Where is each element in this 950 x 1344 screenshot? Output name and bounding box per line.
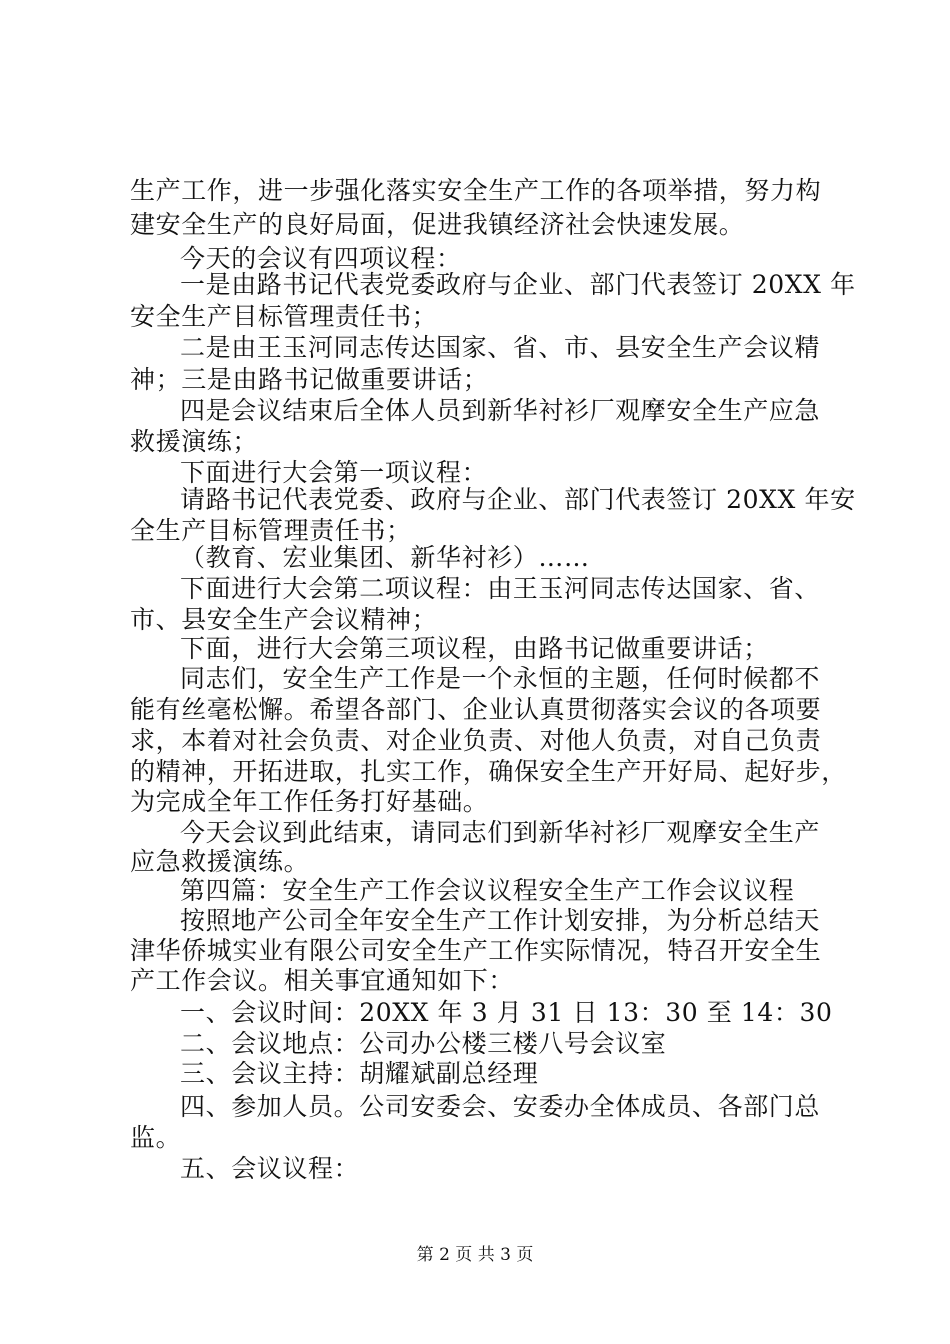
text-line: 下面进行大会第二项议程：由王玉河同志传达国家、省、 [180, 574, 821, 603]
text-line: 能有丝毫松懈。希望各部门、企业认真贯彻落实会议的各项要 [130, 695, 822, 724]
text-line: 今天的会议有四项议程： [180, 244, 462, 273]
text-line: 产工作会议。相关事宜通知如下： [130, 966, 515, 995]
text-line: 的精神，开拓进取，扎实工作，确保安全生产开好局、起好步， [130, 757, 847, 786]
text-line: 生产工作，进一步强化落实安全生产工作的各项举措，努力构 [130, 176, 822, 205]
text-line: 二、会议地点：公司办公楼三楼八号会议室 [180, 1029, 667, 1058]
text-line: 按照地产公司全年安全生产工作计划安排，为分析总结天 [180, 906, 821, 935]
text-line: 一是由路书记代表党委政府与企业、部门代表签订 20XX 年 [180, 270, 856, 299]
text-line: 同志们，安全生产工作是一个永恒的主题，任何时候都不 [180, 664, 821, 693]
text-line: 市、县安全生产会议精神； [130, 605, 438, 634]
text-line: 四、参加人员。公司安委会、安委办全体成员、各部门总 [180, 1092, 821, 1121]
text-line: 神；三是由路书记做重要讲话； [130, 365, 489, 394]
text-line: 安全生产目标管理责任书； [130, 302, 438, 331]
text-line: 今天会议到此结束，请同志们到新华衬衫厂观摩安全生产 [180, 818, 821, 847]
text-line: 救援演练； [130, 427, 259, 456]
text-line: 下面进行大会第一项议程： [180, 458, 488, 487]
text-line: 求，本着对社会负责、对企业负责、对他人负责，对自己负责 [130, 726, 822, 755]
text-line: 为完成全年工作任务打好基础。 [130, 787, 489, 816]
text-line: 全生产目标管理责任书； [130, 516, 412, 545]
text-line: 五、会议议程： [180, 1154, 360, 1183]
text-line: 下面，进行大会第三项议程，由路书记做重要讲话； [180, 634, 769, 663]
text-line: 一、会议时间：20XX 年 3 月 31 日 13：30 至 14：30 [180, 998, 833, 1027]
text-line: （教育、宏业集团、新华衬衫）…… [180, 543, 590, 572]
text-line: 二是由王玉河同志传达国家、省、市、县安全生产会议精 [180, 333, 821, 362]
text-line: 请路书记代表党委、政府与企业、部门代表签订 20XX 年安 [180, 485, 856, 514]
page-number-footer: 第 2 页 共 3 页 [416, 1245, 534, 1265]
text-line: 第四篇：安全生产工作会议议程安全生产工作会议议程 [180, 876, 795, 905]
text-line: 四是会议结束后全体人员到新华衬衫厂观摩安全生产应急 [180, 396, 821, 425]
text-line: 应急救援演练。 [130, 847, 310, 876]
text-line: 津华侨城实业有限公司安全生产工作实际情况，特召开安全生 [130, 936, 822, 965]
text-line: 监。 [130, 1123, 182, 1152]
text-line: 三、会议主持：胡耀斌副总经理 [180, 1059, 539, 1088]
text-line: 建安全生产的良好局面，促进我镇经济社会快速发展。 [130, 210, 745, 239]
